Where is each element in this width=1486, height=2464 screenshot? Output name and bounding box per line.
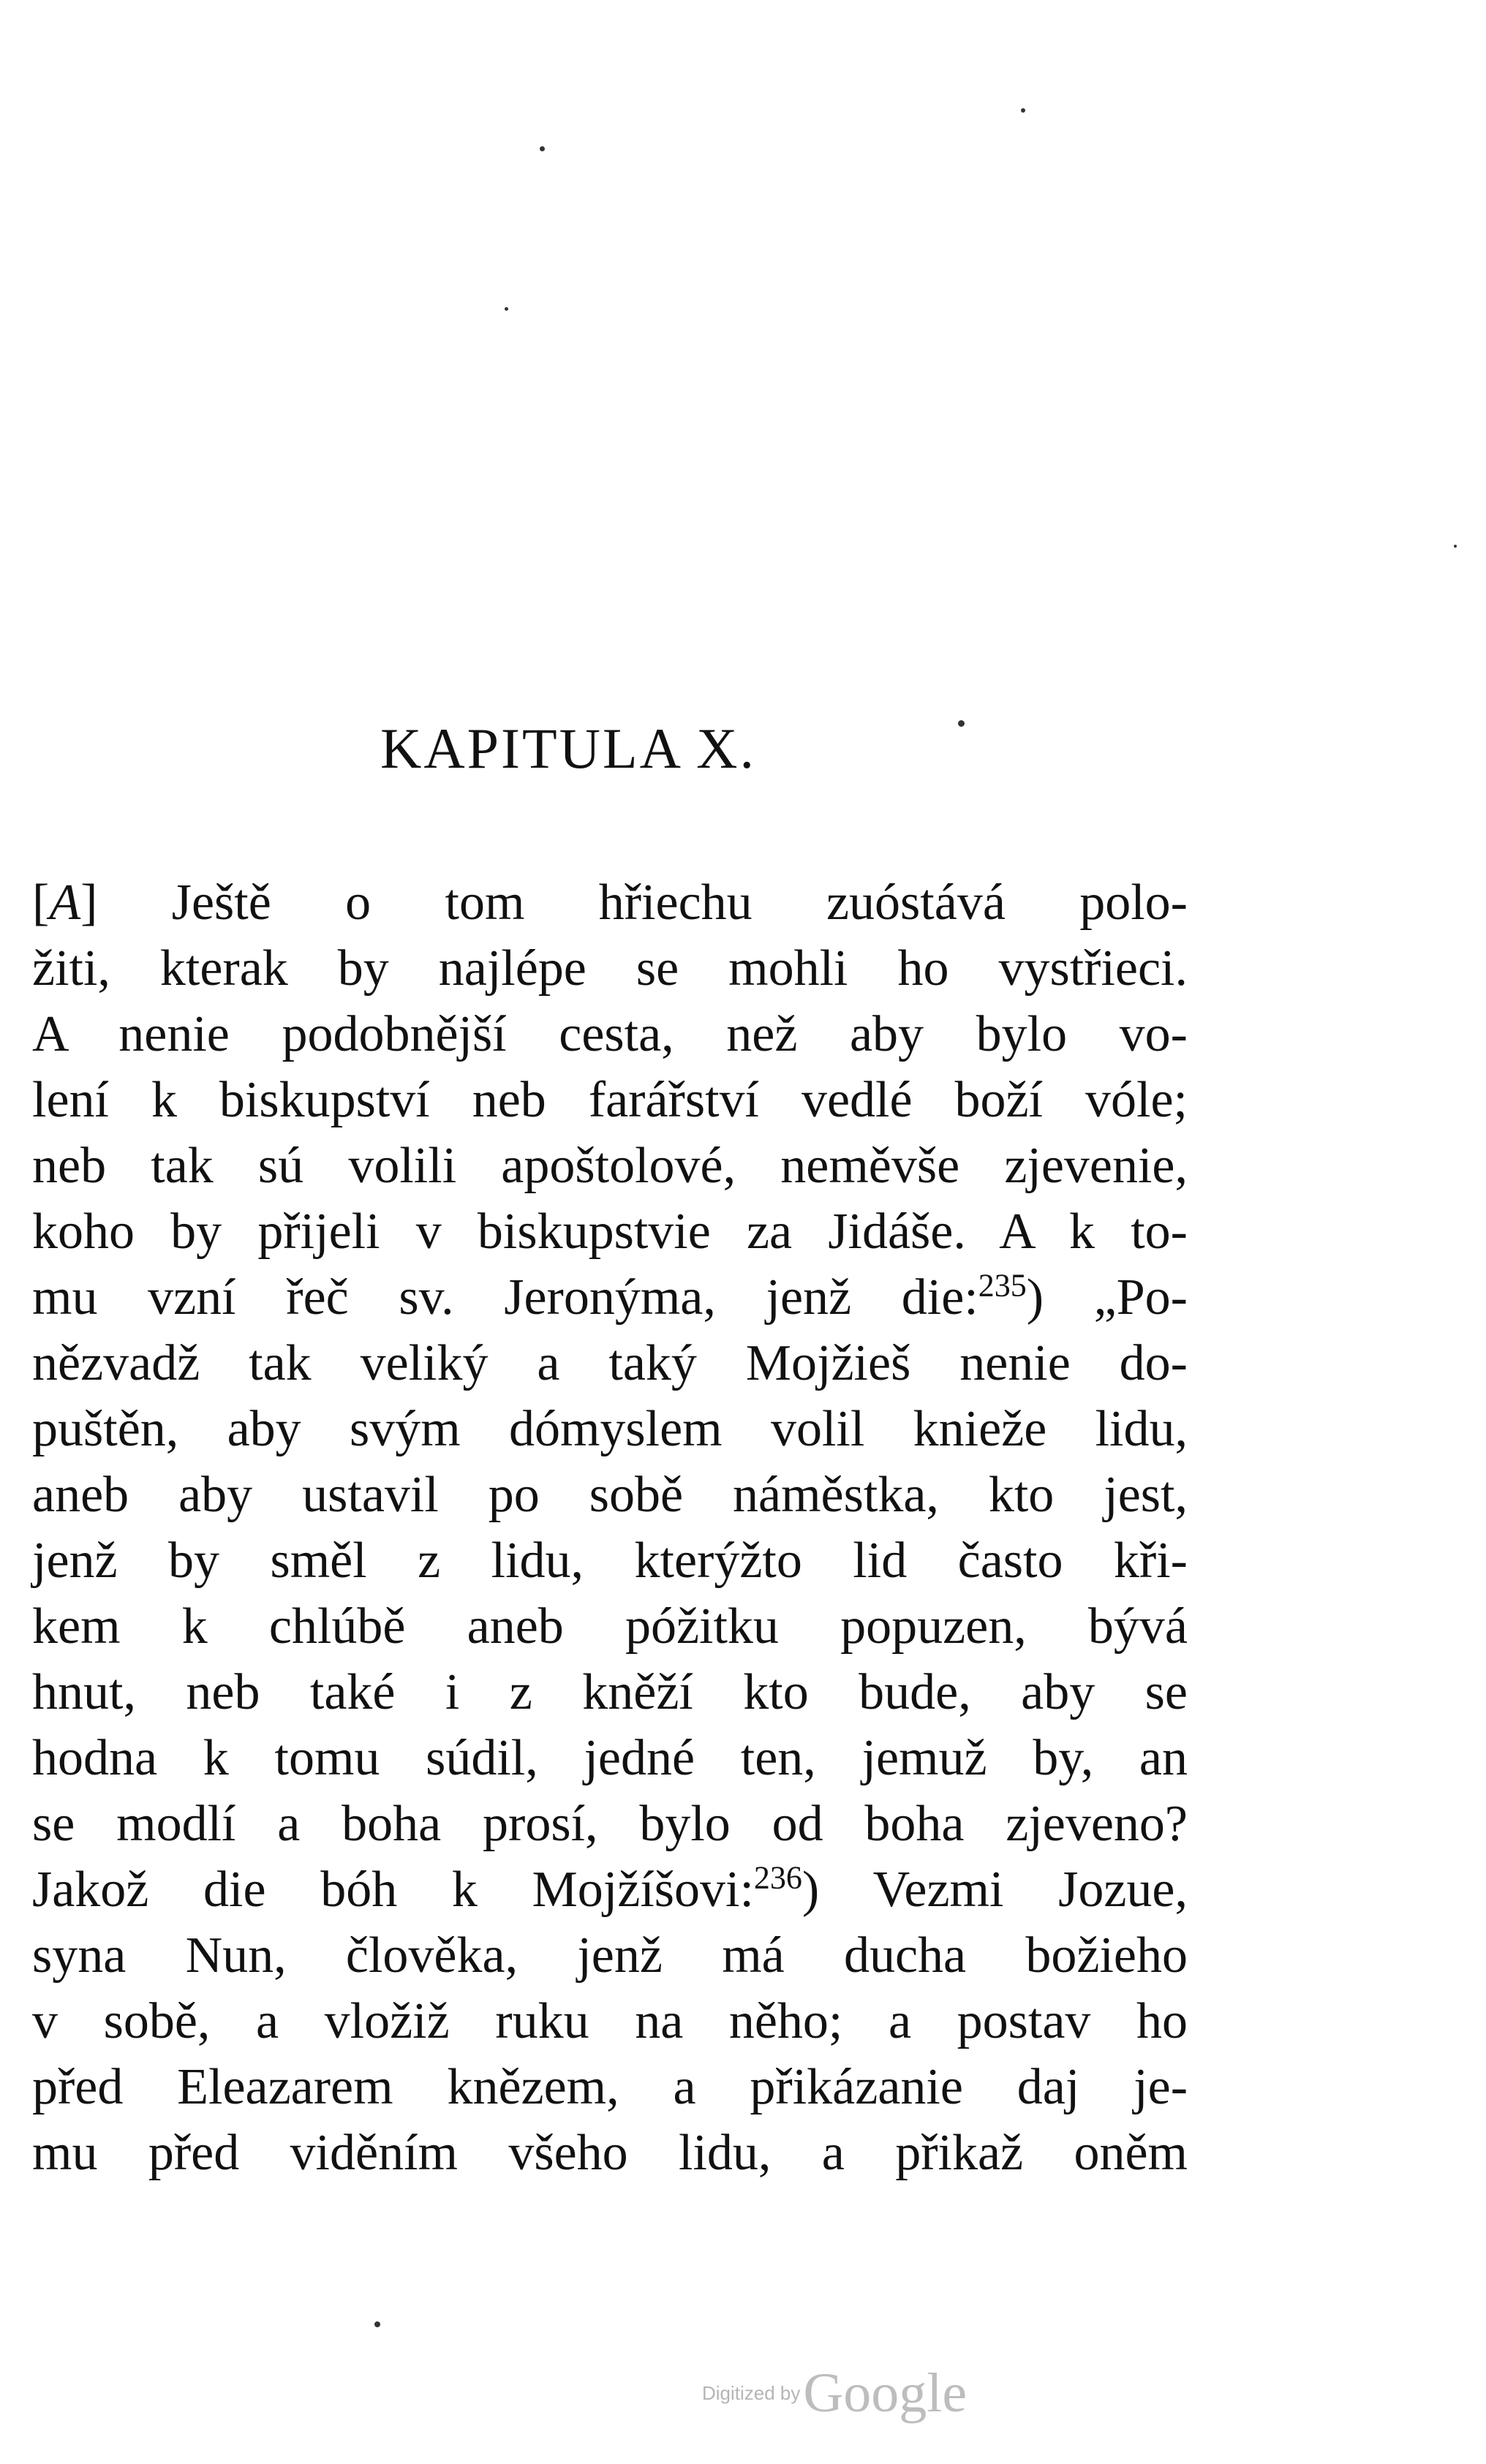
text-line: žiti, kterak by najlépe se mohli ho vystřieci. bbox=[32, 940, 1188, 997]
section-marker-close: ] bbox=[80, 874, 98, 931]
chapter-heading: KAPITULA X. bbox=[380, 717, 756, 780]
scan-speck bbox=[1021, 108, 1025, 113]
text-line bbox=[32, 870, 1188, 936]
line-text: ) Vezmi Jozue, bbox=[802, 1862, 1188, 1918]
section-marker-open: [ bbox=[32, 874, 50, 931]
digitization-watermark bbox=[702, 2362, 967, 2425]
scan-speck bbox=[958, 720, 965, 727]
text-line: puštěn, aby svým dómyslem volil knieže lidu, bbox=[32, 1401, 1188, 1457]
text-line: nězvadž tak veliký a taký Mojžieš nenie do- bbox=[32, 1335, 1188, 1391]
text-line: A nenie podobnější cesta, než aby bylo vo- bbox=[32, 1006, 1188, 1062]
footnote-ref: 235 bbox=[978, 1267, 1027, 1304]
text-line: se modlí a boha prosí, bylo od boha zjeveno? bbox=[32, 1796, 1188, 1852]
text-line: v sobě, a vložiž ruku na něho; a postav ho bbox=[32, 1993, 1188, 2049]
scan-speck bbox=[374, 2321, 380, 2327]
scan-speck bbox=[505, 307, 508, 311]
text-line: před Eleazarem knězem, a přikázanie daj je- bbox=[32, 2059, 1188, 2115]
text-line bbox=[32, 1857, 1188, 1923]
text-line: kem k chlúbě aneb póžitku popuzen, bývá bbox=[32, 1598, 1188, 1655]
text-line: koho by přijeli v biskupstvie za Jidáše. A k to- bbox=[32, 1203, 1188, 1260]
chapter-paragraph bbox=[32, 870, 1188, 2186]
line-text: Jakož die bóh k Mojžíšovi: bbox=[32, 1862, 754, 1918]
scan-speck bbox=[540, 146, 545, 151]
line-text: mu vzní řeč sv. Jeronýma, jenž die: bbox=[32, 1269, 978, 1326]
watermark-prefix: Digitized by bbox=[702, 2382, 801, 2404]
text-line: lení k biskupství neb farářství vedlé boží vóle; bbox=[32, 1072, 1188, 1128]
text-line: hnut, neb také i z kněží kto bude, aby se bbox=[32, 1664, 1188, 1720]
scan-speck bbox=[1454, 545, 1457, 548]
section-marker-letter: A bbox=[49, 874, 81, 931]
text-line: hodna k tomu súdil, jedné ten, jemuž by, an bbox=[32, 1730, 1188, 1786]
text-line: aneb aby ustavil po sobě náměstka, kto jest, bbox=[32, 1467, 1188, 1523]
line-text: Ještě o tom hřiechu zuóstává polo- bbox=[97, 874, 1188, 931]
text-line: mu před viděním všeho lidu, a přikaž oněm bbox=[32, 2125, 1188, 2181]
text-line: neb tak sú volili apoštolové, neměvše zjevenie, bbox=[32, 1138, 1188, 1194]
google-logo: Google bbox=[803, 2362, 968, 2424]
text-line: syna Nun, člověka, jenž má ducha božieho bbox=[32, 1927, 1188, 1984]
line-text: ) „Po- bbox=[1026, 1269, 1188, 1326]
footnote-ref: 236 bbox=[753, 1859, 802, 1896]
text-line bbox=[32, 1265, 1188, 1331]
text-line: jenž by směl z lidu, kterýžto lid často kři- bbox=[32, 1533, 1188, 1589]
